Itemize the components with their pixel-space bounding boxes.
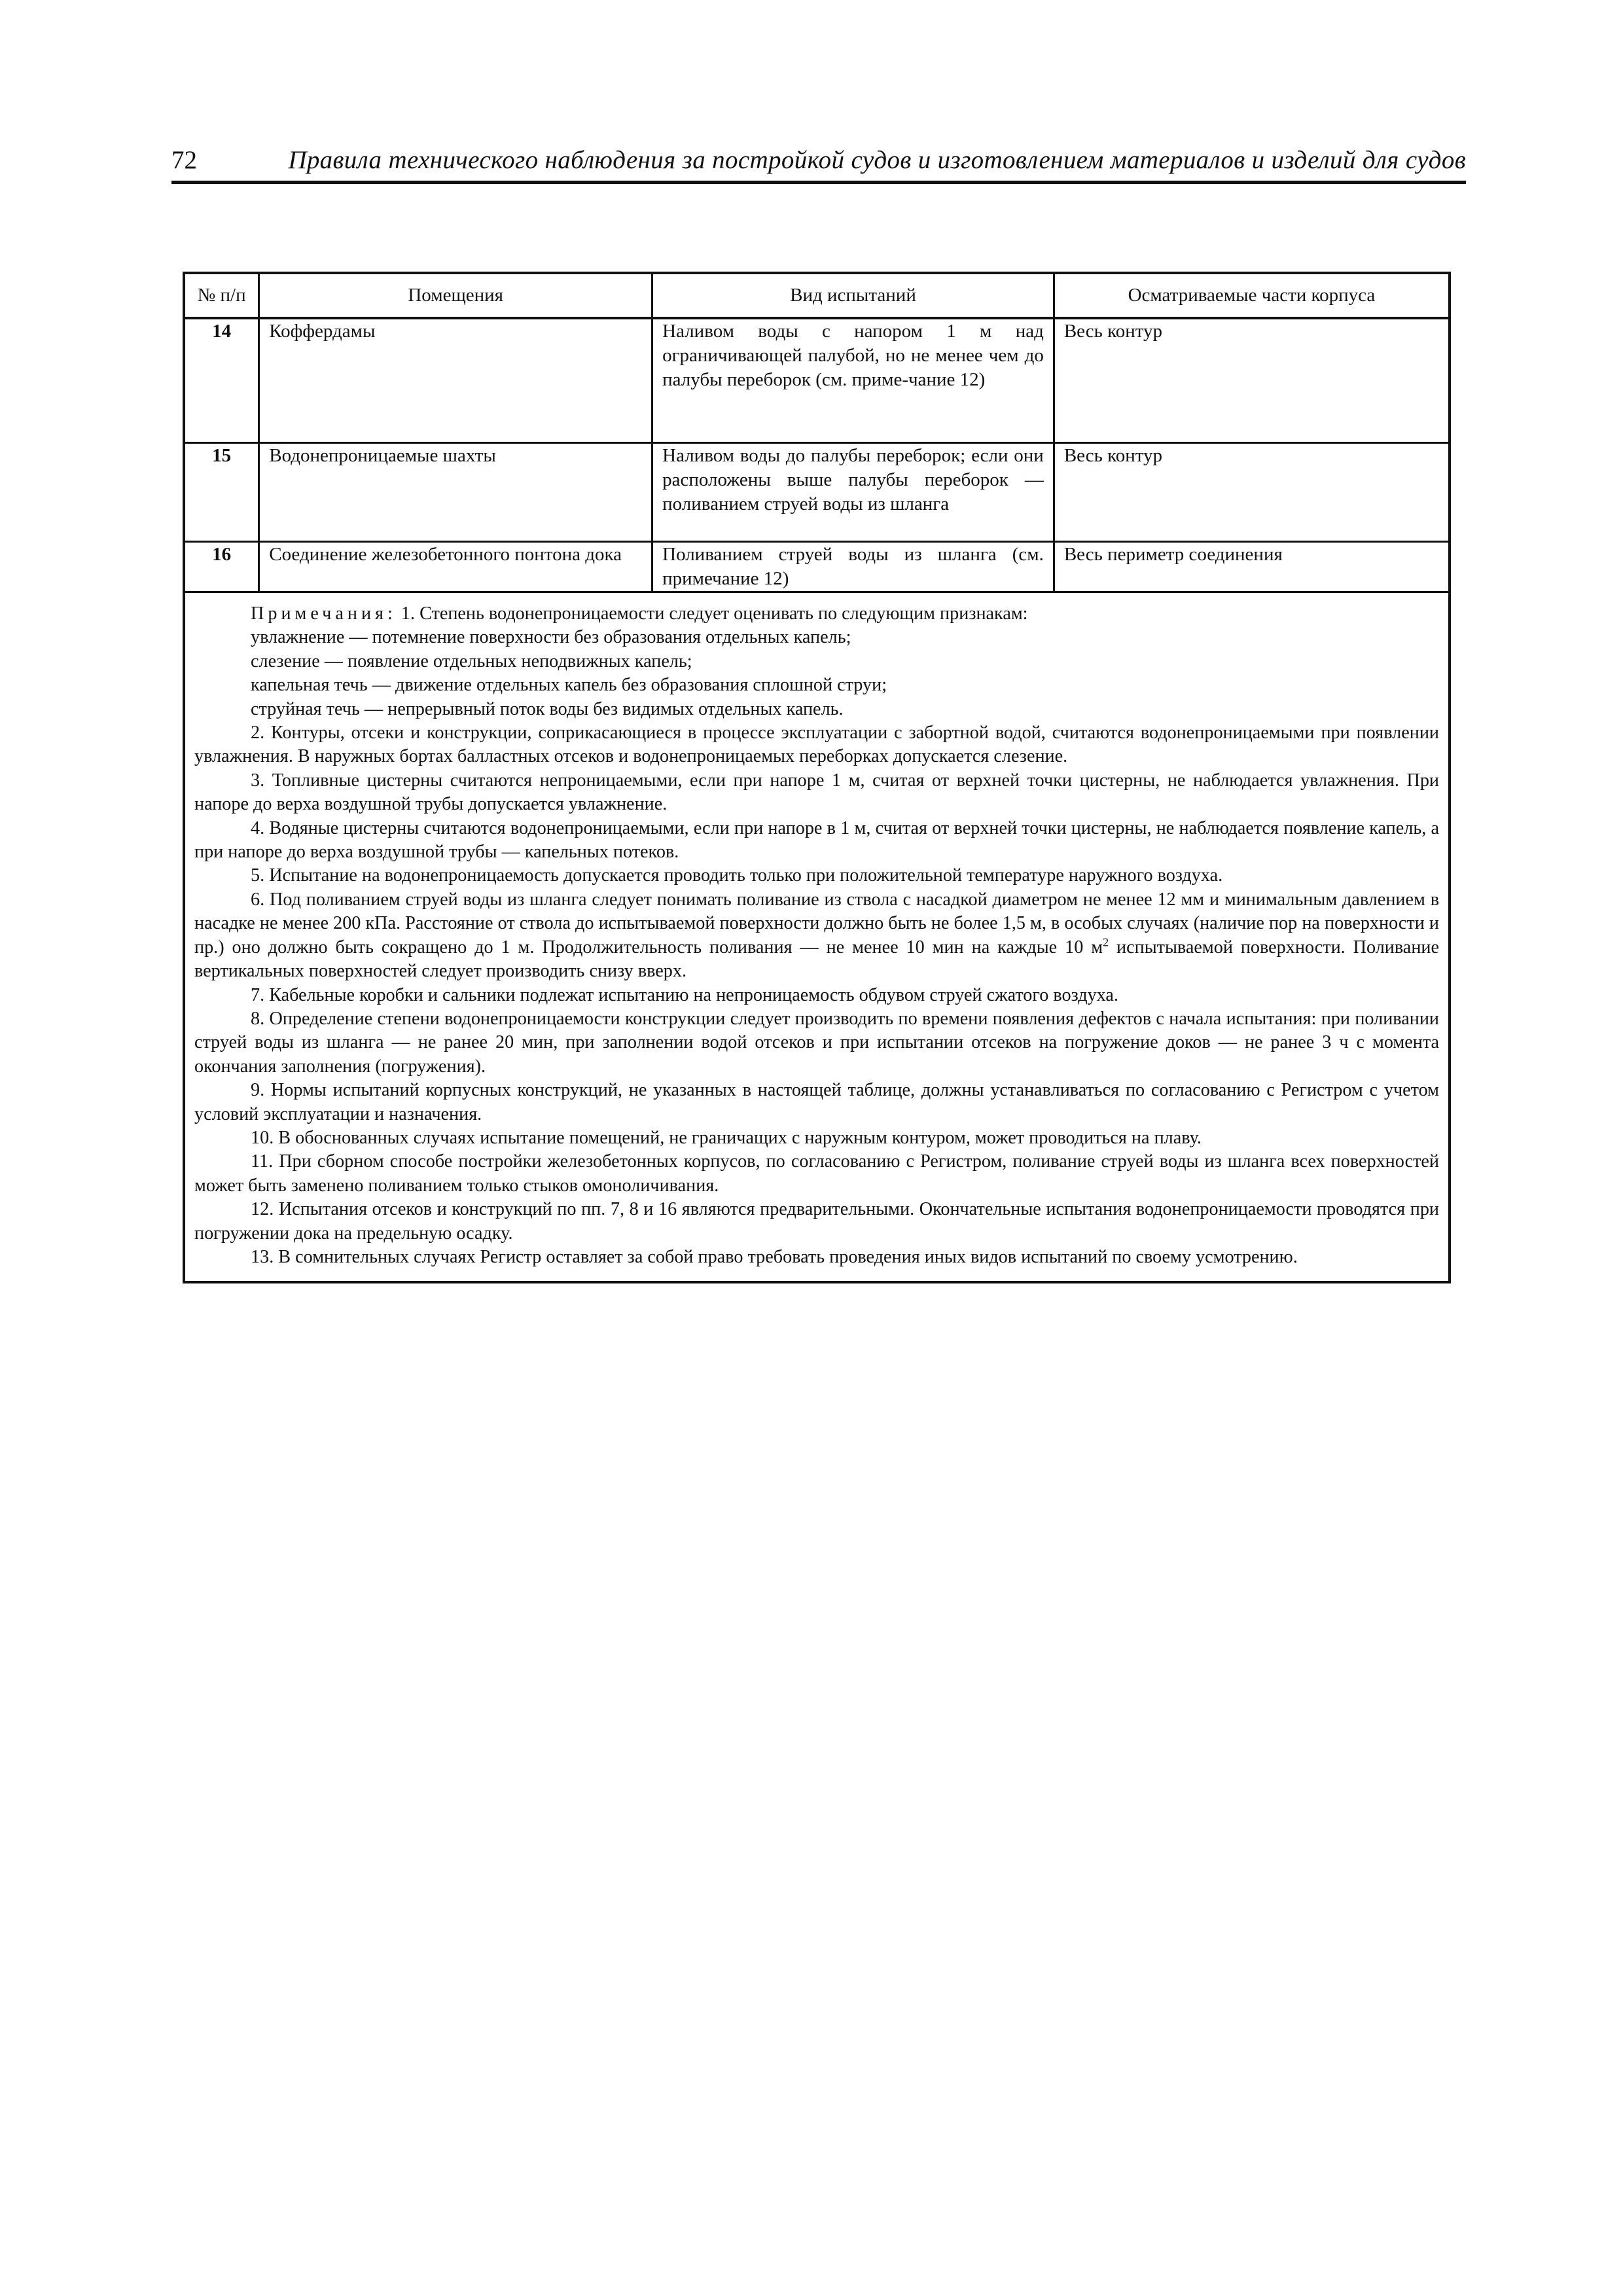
table-header-row xyxy=(184,273,1450,318)
note-1-item: струйная течь — непрерывный поток воды без видимых отдельных капель. xyxy=(251,698,844,719)
note-10: 10. В обоснованных случаях испытание помещений, не граничащих с наружным контуром, может проводиться на плаву. xyxy=(251,1127,1202,1148)
row-parts: Весь периметр соединения xyxy=(1054,542,1450,592)
note-13: 13. В сомнительных случаях Регистр оставляет за собой право требовать проведения иных видов испытаний по своему усмотрению. xyxy=(251,1246,1298,1267)
column-header-hull-parts: Осматриваемые части корпуса xyxy=(1054,273,1450,318)
note-11: 11. При сборном способе постройки железобетонных корпусов, по согласованию с Регистром, поливание струей воды из шланга всех поверхностей может быть заменено поливанием только стыков омоноличивания. xyxy=(194,1151,1439,1196)
note-5: 5. Испытание на водонепроницаемость допускается проводить только при положительной температуре наружного воздуха. xyxy=(251,865,1223,886)
column-header-number: № п/п xyxy=(184,273,259,318)
column-header-rooms: Помещения xyxy=(259,273,652,318)
row-test: Наливом воды с напором 1 м над ограничивающей палубой, но не менее чем до палубы переборок (см. приме-чание 12) xyxy=(652,318,1054,443)
note-6-superscript: 2 xyxy=(1103,935,1109,949)
running-title: Правила технического наблюдения за постройкой судов и изготовлением материалов и изделий для судов xyxy=(288,146,1466,174)
row-room: Соединение железобетонного понтона дока xyxy=(259,542,652,592)
row-number: 15 xyxy=(184,443,259,542)
note-8: 8. Определение степени водонепроницаемости конструкции следует производить по времени появления дефектов с начала испытания: при поливании струей воды из шланга — не ранее 20 мин, при заполнении водой отсеков и при испытании отсеков на погружение доков — не ранее 3 ч с момента окончания заполнения (погружения). xyxy=(194,1008,1439,1077)
row-room: Коффердамы xyxy=(259,318,652,443)
notes-block xyxy=(184,592,1450,1283)
note-9: 9. Нормы испытаний корпусных конструкций, не указанных в настоящей таблице, должны устанавливаться по согласованию с Регистром с учетом условий эксплуатации и назначения. xyxy=(194,1080,1439,1124)
row-parts: Весь контур xyxy=(1054,443,1450,542)
note-6-tail: испытываемой поверхности. Поливание вертикальных поверхностей следует производить снизу вверх. xyxy=(194,937,1439,982)
row-room: Водонепроницаемые шахты xyxy=(259,443,652,542)
column-header-test-type: Вид испытаний xyxy=(652,273,1054,318)
note-1-intro: 1. Степень водонепроницаемости следует оценивать по следующим признакам: xyxy=(401,603,1028,624)
row-test: Поливанием струей воды из шланга (см. примечание 12) xyxy=(652,542,1054,592)
notes-row xyxy=(184,592,1450,1283)
note-1-item: увлажнение — потемнение поверхности без образования отдельных капель; xyxy=(251,627,851,648)
note-2: 2. Контуры, отсеки и конструкции, соприкасающиеся в процессе эксплуатации с забортной водой, считаются водонепроницаемыми при появлении увлажнения. В наружных бортах балластных отсеков и водонепроницаемых переборках допускается слезение. xyxy=(194,723,1439,767)
note-6-main: 6. Под поливанием струей воды из шланга следует понимать поливание из ствола с насадкой диаметром не менее 12 мм и минимальным давлением в насадке не менее 200 кПа. Расстояние от ствола до испытываемой поверхности должно быть не более 1,5 м, в особых случаях (наличие пор на поверхности и пр.) оно должно быть сокращено до 1 м. Продолжительность поливания — не менее 10 мин на каждые 10 м xyxy=(194,889,1439,958)
note-4: 4. Водяные цистерны считаются водонепроницаемыми, если при напоре в 1 м, считая от верхней точки цистерны, не наблюдается появление капель, а при напоре до верха воздушной трубы — капельных потеков. xyxy=(194,817,1439,863)
note-12: 12. Испытания отсеков и конструкций по пп. 7, 8 и 16 являются предварительными. Окончательные испытания водонепроницаемости проводятся при погружении дока на предельную осадку. xyxy=(194,1199,1439,1244)
note-6 xyxy=(194,888,1439,984)
row-test: Наливом воды до палубы переборок; если они расположены выше палубы переборок — поливанием струей воды из шланга xyxy=(652,443,1054,542)
notes-label: Примечания: xyxy=(251,603,397,624)
table-row xyxy=(184,443,1450,542)
note-1 xyxy=(194,602,1439,626)
row-parts: Весь контур xyxy=(1054,318,1450,443)
note-7: 7. Кабельные коробки и сальники подлежат испытанию на непроницаемость обдувом струей сжатого воздуха. xyxy=(251,984,1118,1005)
test-requirements-table xyxy=(183,272,1451,1283)
note-3: 3. Топливные цистерны считаются непроницаемыми, если при напоре 1 м, считая от верхней точки цистерны, не наблюдается увлажнения. При напоре до верха воздушной трубы допускается увлажнение. xyxy=(194,770,1439,815)
row-number: 16 xyxy=(184,542,259,592)
page-number: 72 xyxy=(171,146,197,174)
note-1-item: капельная течь — движение отдельных капель без образования сплошной струи; xyxy=(251,675,887,696)
row-number: 14 xyxy=(184,318,259,443)
table-row xyxy=(184,542,1450,592)
table-row xyxy=(184,318,1450,443)
note-1-item: слезение — появление отдельных неподвижных капель; xyxy=(251,651,692,672)
page-header xyxy=(171,140,1466,184)
